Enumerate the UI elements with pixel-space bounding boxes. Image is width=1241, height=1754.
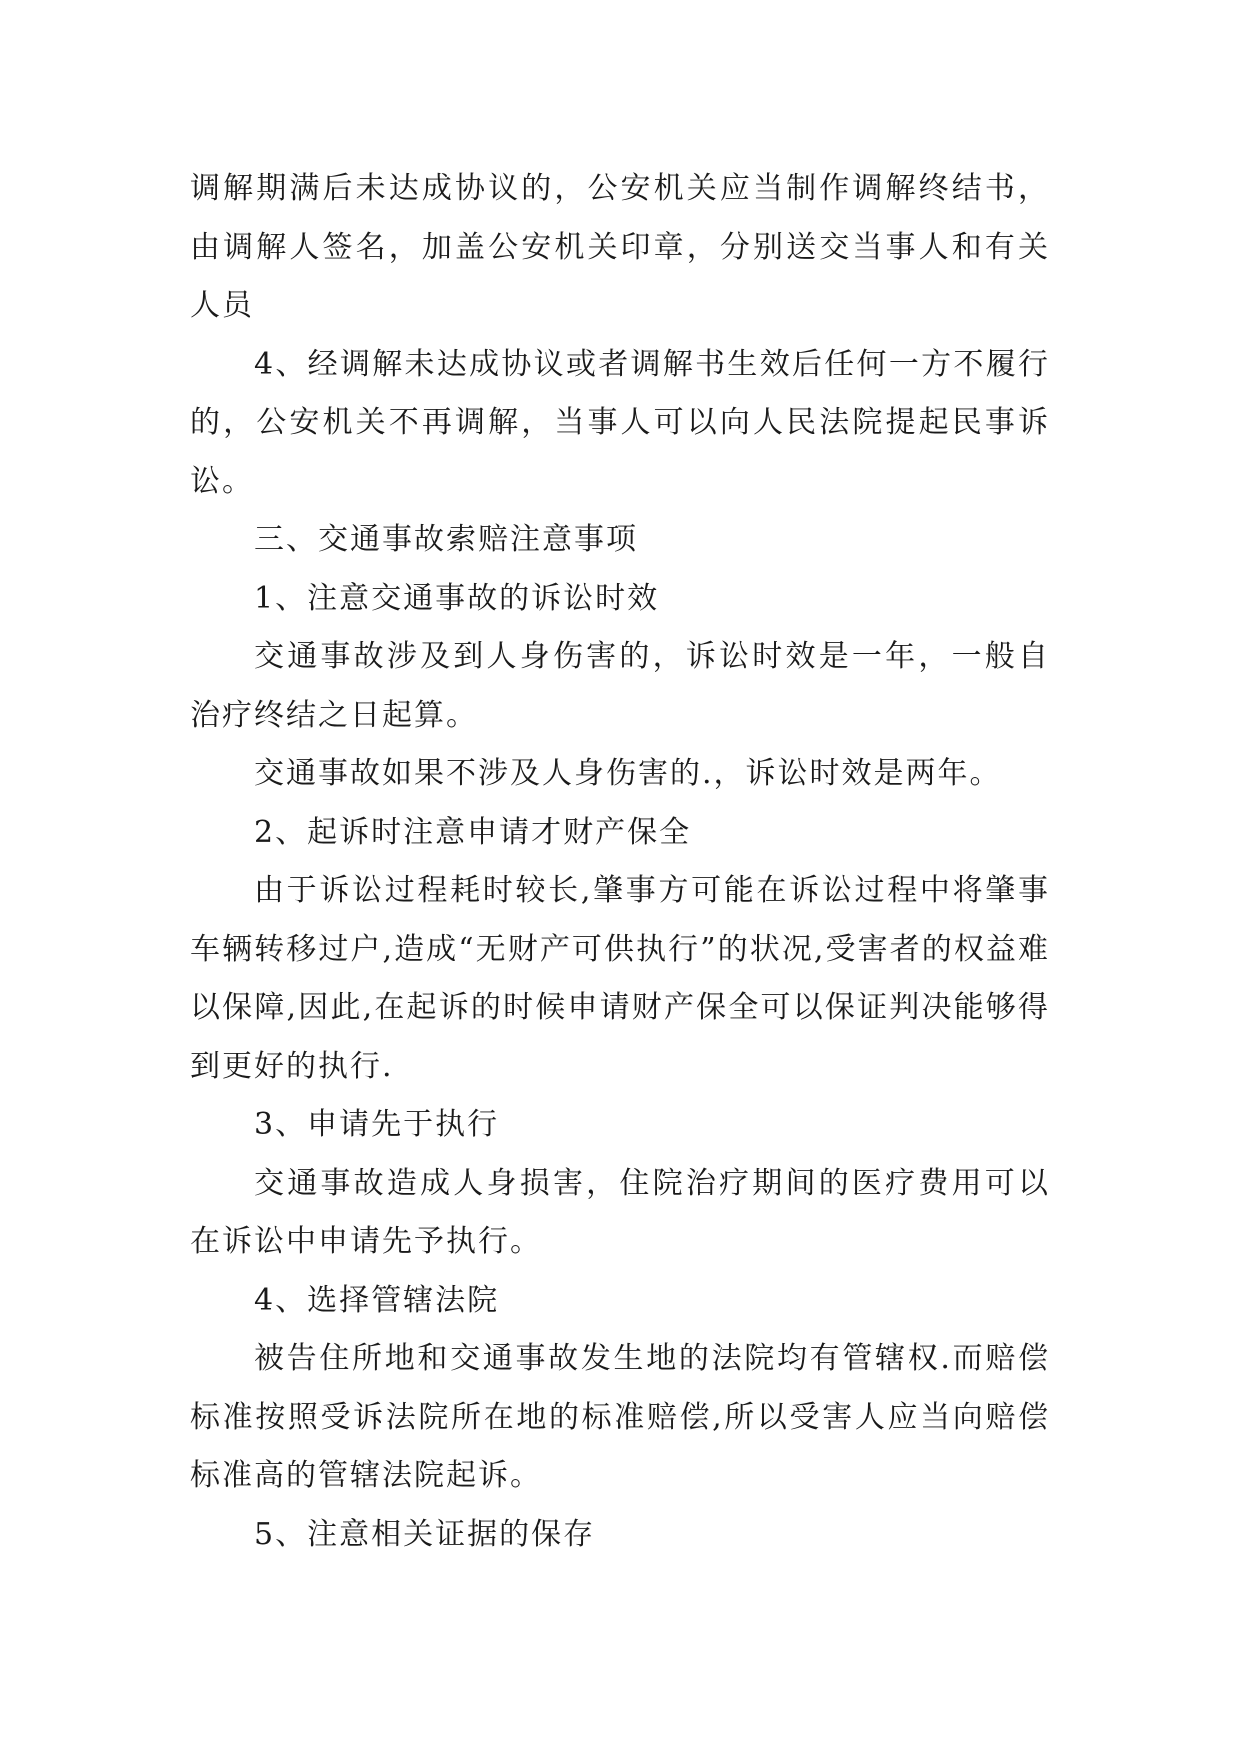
paragraph-property-preservation: 由于诉讼过程耗时较长,肇事方可能在诉讼过程中将肇事车辆转移过户,造成“无财产可供执行”的状况,受害者的权益难以保障,因此,在起诉的时候申请财产保全可以保证判决能够得到更好的执行. <box>190 873 1050 1084</box>
subheading-choose-court: 4、选择管辖法院 <box>254 1282 500 1318</box>
paragraph-choose-court: 被告住所地和交通事故发生地的法院均有管辖权.而赔偿标准按照受诉法院所在地的标准赔偿,所以受害人应当向赔偿标准高的管辖法院起诉。 <box>190 1341 1050 1493</box>
section-heading-claims-notes: 三、交通事故索赔注意事项 <box>254 522 638 557</box>
subheading-evidence-preservation: 5、注意相关证据的保存 <box>254 1516 596 1552</box>
subheading-advance-execution: 3、申请先于执行 <box>254 1107 500 1142</box>
subheading-property-preservation: 2、起诉时注意申请才财产保全 <box>254 814 692 850</box>
paragraph-item-4-lawsuit: 4、经调解未达成协议或者调解书生效后任何一方不履行的，公安机关不再调解，当事人可以向人民法院提起民事诉讼。 <box>190 346 1050 499</box>
paragraph-injury-limitation: 交通事故涉及到人身伤害的，诉讼时效是一年，一般自治疗终结之日起算。 <box>190 639 1050 733</box>
subheading-statute-limitations: 1、注意交通事故的诉讼时效 <box>254 580 660 616</box>
paragraph-non-injury-limitation: 交通事故如果不涉及人身伤害的.，诉讼时效是两年。 <box>254 756 1002 791</box>
paragraph-mediation-termination: 调解期满后未达成协议的，公安机关应当制作调解终结书，由调解人签名，加盖公安机关印章，分别送交当事人和有关人员 <box>190 171 1050 323</box>
document-body <box>190 160 1050 1564</box>
paragraph-advance-execution: 交通事故造成人身损害，住院治疗期间的医疗费用可以在诉讼中申请先予执行。 <box>190 1165 1050 1259</box>
